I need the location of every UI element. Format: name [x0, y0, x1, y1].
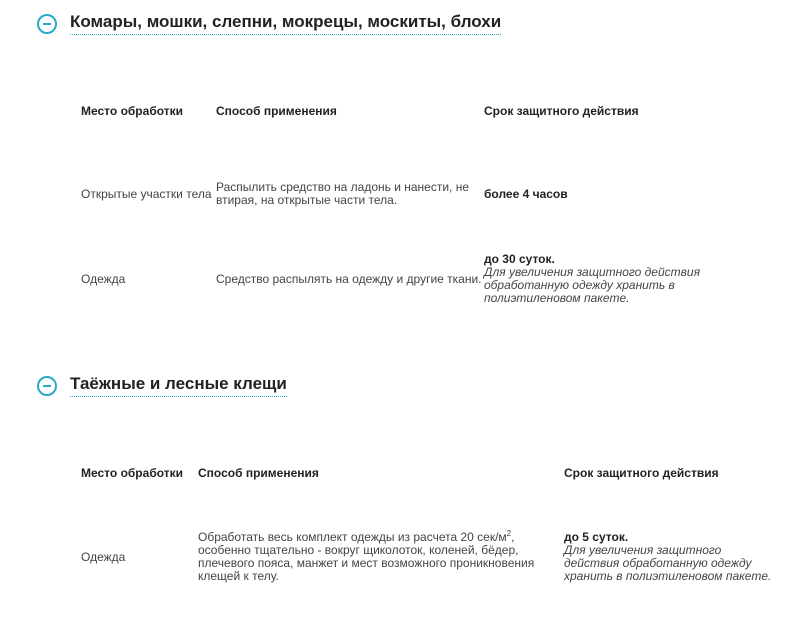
table-header-row	[81, 88, 761, 134]
col-header-method: Способ применения	[198, 465, 319, 480]
col-header-place: Место обработки	[81, 466, 184, 480]
section-title[interactable]: Комары, мошки, слепни, мокрецы, москиты, блохи	[70, 12, 501, 35]
cell-method: Распылить средство на ладонь и нанести, не втирая, на открытые части тела.	[216, 180, 470, 207]
table-header-row	[81, 450, 777, 496]
table-row	[81, 248, 761, 310]
method-text-pre: Обработать весь комплект одежды из расчета 20 сек/м	[198, 530, 507, 544]
cell-duration	[484, 248, 761, 310]
collapse-icon[interactable]	[37, 376, 57, 396]
section-header-ticks[interactable]	[37, 374, 287, 397]
collapse-icon[interactable]	[37, 14, 57, 34]
cell-duration	[564, 518, 777, 596]
usage-table-ticks	[81, 450, 777, 596]
cell-place: Открытые участки тела	[81, 186, 212, 201]
cell-method	[198, 518, 564, 596]
col-header-method: Способ применения	[216, 103, 337, 118]
duration-note: Для увеличения защитного действия обработанную одежду хранить в полиэтиленовом пакете.	[484, 265, 700, 305]
col-header-duration: Срок защитного действия	[484, 103, 639, 118]
duration-value: до 5 суток.	[564, 530, 629, 544]
duration-note: Для увеличения защитного действия обработанную одежду хранить в полиэтиленовом пакете.	[564, 543, 772, 583]
duration-value: более 4 часов	[484, 186, 568, 201]
usage-table-mosquitoes	[81, 88, 761, 310]
col-header-place: Место обработки	[81, 104, 184, 118]
cell-duration	[484, 170, 761, 218]
cell-place: Одежда	[81, 549, 126, 564]
col-header-duration: Срок защитного действия	[564, 465, 719, 480]
method-superscript: 2	[506, 529, 512, 538]
table-row	[81, 518, 777, 596]
cell-place: Одежда	[81, 271, 126, 286]
cell-method: Средство распылять на одежду и другие ткани.	[216, 271, 482, 286]
table-row	[81, 170, 761, 218]
method-text-post: , особенно тщательно - вокруг щиколоток, коленей, бёдер, плечевого пояса, манжет и мест возможного проникновения клещей к телу.	[198, 530, 535, 583]
section-header-mosquitoes[interactable]	[37, 12, 501, 35]
section-title[interactable]: Таёжные и лесные клещи	[70, 374, 287, 397]
duration-value: до 30 суток.	[484, 252, 555, 266]
